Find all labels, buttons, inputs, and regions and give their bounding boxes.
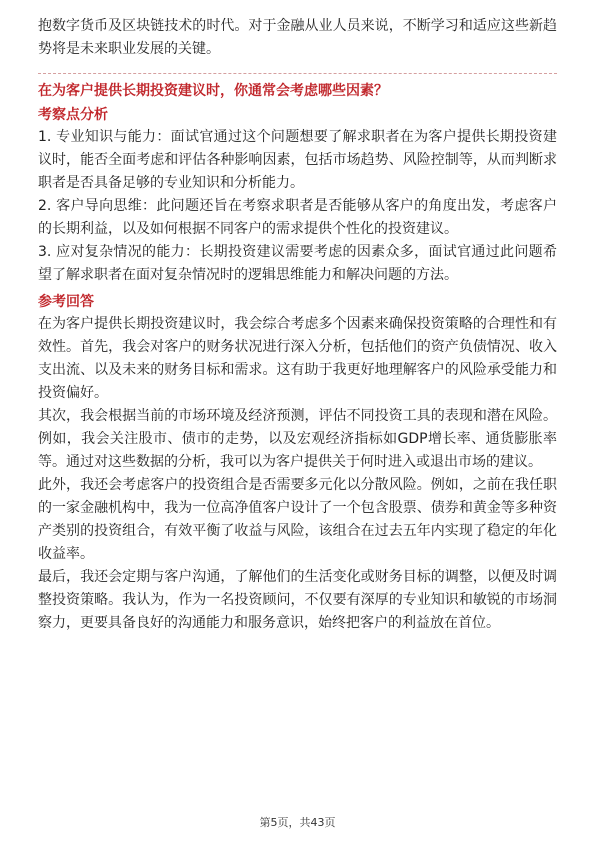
section-divider (38, 73, 557, 74)
analysis-heading: 考察点分析 (38, 107, 108, 123)
question-heading: 在为客户提供长期投资建议时，你通常会考虑哪些因素？ (38, 83, 388, 99)
answer-paragraph-1: 在为客户提供长期投资建议时，我会综合考虑多个因素来确保投资策略的合理性和有效性。首先，我会对客户的财务状况进行深入分析，包括他们的资产负债情况、收入支出流、以及未来的财务目标和需求。这有助于我更好地理解客户的风险承受能力和投资偏好。 (38, 316, 557, 401)
analysis-point-1: 1. 专业知识与能力：面试官通过这个问题想要了解求职者在为客户提供长期投资建议时，能否全面考虑和评估各种影响因素，包括市场趋势、风险控制等，从而判断求职者是否具备足够的专业知识和分析能力。 (38, 129, 557, 191)
analysis-point-2: 2. 客户导向思维：此问题还旨在考察求职者是否能够从客户的角度出发，考虑客户的长期利益，以及如何根据不同客户的需求提供个性化的投资建议。 (38, 198, 557, 237)
answer-paragraph-3: 此外，我还会考虑客户的投资组合是否需要多元化以分散风险。例如，之前在我任职的一家金融机构中，我为一位高净值客户设计了一个包含股票、债券和黄金等多种资产类别的投资组合，有效平衡了收益与风险，该组合在过去五年内实现了稳定的年化收益率。 (38, 477, 557, 562)
page-number-footer: 第5页，共43页 (259, 816, 336, 829)
answer-paragraph-4: 最后，我还会定期与客户沟通，了解他们的生活变化或财务目标的调整，以便及时调整投资策略。我认为，作为一名投资顾问，不仅要有深厚的专业知识和敏锐的市场洞察力，更要具备良好的沟通能力和服务意识，始终把客户的利益放在首位。 (38, 569, 557, 631)
intro-tail-paragraph: 抱数字货币及区块链技术的时代。对于金融从业人员来说，不断学习和适应这些新趋势将是未来职业发展的关键。 (38, 18, 557, 57)
answer-paragraph-2: 其次，我会根据当前的市场环境及经济预测，评估不同投资工具的表现和潜在风险。例如，我会关注股市、债市的走势，以及宏观经济指标如GDP增长率、通货膨胀率等。通过对这些数据的分析，我可以为客户提供关于何时进入或退出市场的建议。 (38, 408, 557, 470)
analysis-point-3: 3. 应对复杂情况的能力：长期投资建议需要考虑的因素众多，面试官通过此问题希望了解求职者在面对复杂情况时的逻辑思维能力和解决问题的方法。 (38, 244, 557, 283)
answer-heading: 参考回答 (38, 294, 94, 310)
